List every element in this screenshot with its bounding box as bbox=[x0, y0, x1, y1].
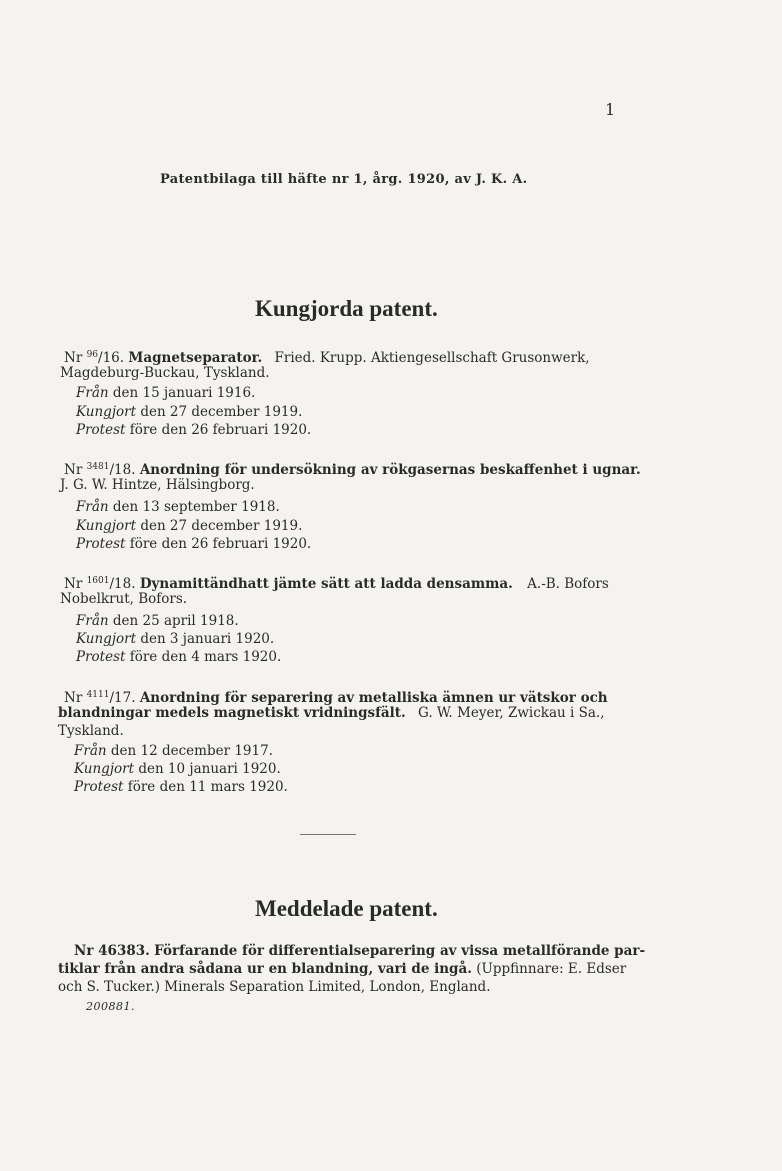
granted-line-3: och S. Tucker.) Minerals Separation Limited, London, England. bbox=[58, 979, 491, 995]
entry-1-fran: Från den 15 januari 1916. bbox=[76, 385, 256, 401]
granted-line-1: Nr 46383. Förfarande för differentialseparering av vissa metallförande par- bbox=[74, 943, 646, 959]
entry-1-kungjort: Kungjort den 27 december 1919. bbox=[76, 404, 303, 420]
section-title-granted: Meddelade patent. bbox=[255, 896, 438, 921]
entry-3-line-1: Nr $^{1601}$/18. Dynamittändhatt jämte sätt att ladda densamma. A.-B. Bofors bbox=[64, 576, 609, 592]
entry-4-line-3: Tyskland. bbox=[58, 723, 124, 739]
page-header: Patentbilaga till häfte nr 1, årg. 1920, av J. K. A. bbox=[160, 172, 528, 187]
page-number: 1 bbox=[605, 100, 616, 119]
section-title-announced: Kungjorda patent. bbox=[255, 296, 438, 321]
section-divider bbox=[300, 834, 356, 835]
entry-4-kungjort: Kungjort den 10 januari 1920. bbox=[74, 761, 281, 777]
entry-4-fran: Från den 12 december 1917. bbox=[74, 743, 273, 759]
entry-1-line-1: Nr $^{96}$/16. Magnetseparator. Fried. Krupp. Aktiengesellschaft Grusonwerk, bbox=[64, 350, 590, 366]
entry-4-line-1: Nr $^{4111}$/17. Anordning för separering av metalliska ämnen ur vätskor och bbox=[64, 690, 608, 706]
entry-2-line-1: Nr $^{3481}$/18. Anordning för undersökning av rökgasernas beskaffenhet i ugnar. bbox=[64, 462, 641, 478]
entry-3-protest: Protest före den 4 mars 1920. bbox=[76, 649, 282, 665]
entry-2-kungjort: Kungjort den 27 december 1919. bbox=[76, 518, 303, 534]
entry-1-line-2: Magdeburg-Buckau, Tyskland. bbox=[60, 365, 270, 381]
application-number: 200881. bbox=[86, 1000, 135, 1013]
entry-3-fran: Från den 25 april 1918. bbox=[76, 613, 239, 629]
entry-2-line-2: J. G. W. Hintze, Hälsingborg. bbox=[60, 477, 255, 493]
entry-4-protest: Protest före den 11 mars 1920. bbox=[74, 779, 288, 795]
entry-2-fran: Från den 13 september 1918. bbox=[76, 499, 280, 515]
entry-3-line-2: Nobelkrut, Bofors. bbox=[60, 591, 188, 607]
entry-3-kungjort: Kungjort den 3 januari 1920. bbox=[76, 631, 275, 647]
entry-4-line-2: blandningar medels magnetiskt vridningsfält. G. W. Meyer, Zwickau i Sa., bbox=[58, 705, 605, 721]
granted-line-2: tiklar från andra sådana ur en blandning, vari de ingå. (Uppfinnare: E. Edser bbox=[58, 961, 627, 977]
entry-1-protest: Protest före den 26 februari 1920. bbox=[76, 422, 312, 438]
entry-2-protest: Protest före den 26 februari 1920. bbox=[76, 536, 312, 552]
